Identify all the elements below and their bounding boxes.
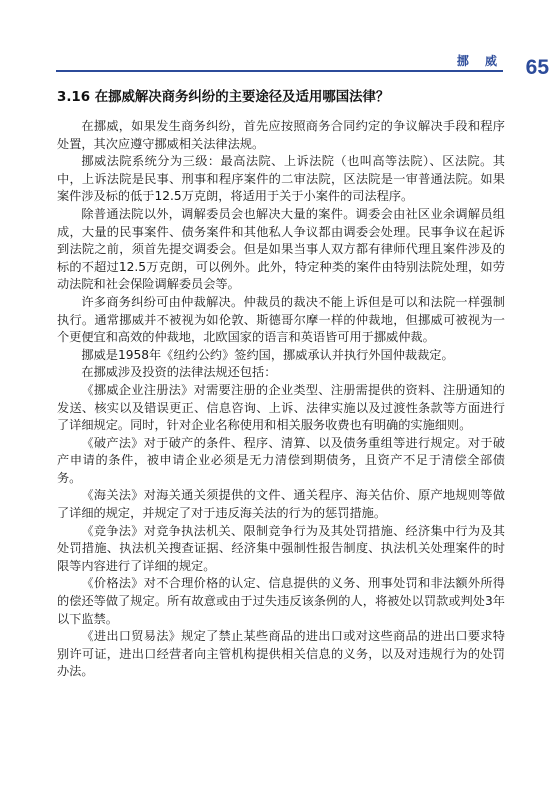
paragraph: 挪威是1958年《纽约公约》签约国，挪威承认并执行外国仲裁裁定。 — [81, 347, 454, 362]
page-number: 65 — [525, 56, 549, 79]
paragraph: 《破产法》对于破产的条件、程序、清算、以及债务重组等进行规定。对于破产申请的条件，被申请企业必须是无力清偿到期债务，且资产不足于清偿全部债务。 — [57, 435, 505, 485]
paragraph: 《挪威企业注册法》对需要注册的企业类型、注册需提供的资料、注册通知的发送、核实以及错误更正、信息咨询、上诉、法律实施以及过渡性条款等方面进行了详细规定。同时，针对企业名称使用和相关服务收费也有明确的实施细则。 — [57, 382, 505, 433]
paragraph: 《价格法》对不合理价格的认定、信息提供的义务、刑事处罚和非法额外所得的偿还等做了规定。所有故意或由于过失违反该条例的人，将被处以罚款或判处3年以下监禁。 — [57, 576, 505, 626]
paragraph: 除普通法院以外，调解委员会也解决大量的案件。调委会由社区业余调解员组成，大量的民事案件、债务案件和其他私人争议都由调委会处理。民事争议在起诉到法院之前，须首先提交调委会。但是如果当事人双方都有律师代理且案件涉及的标的不超过12.5万克朗，可以例外。此外，特定种类的案件由特别法院处理，如劳动法院和社会保险调解委员会等。 — [57, 206, 505, 292]
section-title: 3.16 在挪威解决商务纠纷的主要途径及适用哪国法律？ — [57, 90, 390, 105]
header-divider — [56, 70, 503, 72]
body-text — [57, 118, 505, 681]
page-header — [0, 0, 559, 80]
paragraph: 在挪威，如果发生商务纠纷，首先应按照商务合同约定的争议解决手段和程序处置，其次应遵守挪威相关法律法规。 — [57, 119, 505, 151]
paragraph: 许多商务纠纷可由仲裁解决。仲裁员的裁决不能上诉但是可以和法院一样强制执行。通常挪威并不被视为如伦敦、斯德哥尔摩一样的仲裁地，但挪威可被视为一个更便宜和高效的仲裁地，北欧国家的语言和英语皆可用于挪威仲裁。 — [57, 294, 505, 345]
paragraph: 《海关法》对海关通关须提供的文件、通关程序、海关估价、原产地规则等做了详细的规定，并规定了对于违反海关法的行为的惩罚措施。 — [57, 488, 505, 521]
header-country-label: 挪 威 — [456, 54, 503, 68]
paragraph: 《进出口贸易法》规定了禁止某些商品的进出口或对这些商品的进出口要求特别许可证，进出口经营者向主管机构提供相关信息的义务，以及对违规行为的处罚办法。 — [57, 629, 505, 679]
paragraph: 《竞争法》对竞争执法机关、限制竞争行为及其处罚措施、经济集中行为及其处罚措施、执法机关搜查证据、经济集中强制性报告制度、执法机关处理案件的时限等内容进行了详细的规定。 — [57, 523, 505, 573]
paragraph: 挪威法院系统分为三级：最高法院、上诉法院（也叫高等法院）、区法院。其中，上诉法院是民事、刑事和程序案件的二审法院，区法院是一审普通法院。如果案件涉及标的低于12.5万克朗，将适用于关于小案件的司法程序。 — [57, 154, 505, 204]
paragraph: 在挪威涉及投资的法律法规还包括： — [81, 365, 277, 380]
